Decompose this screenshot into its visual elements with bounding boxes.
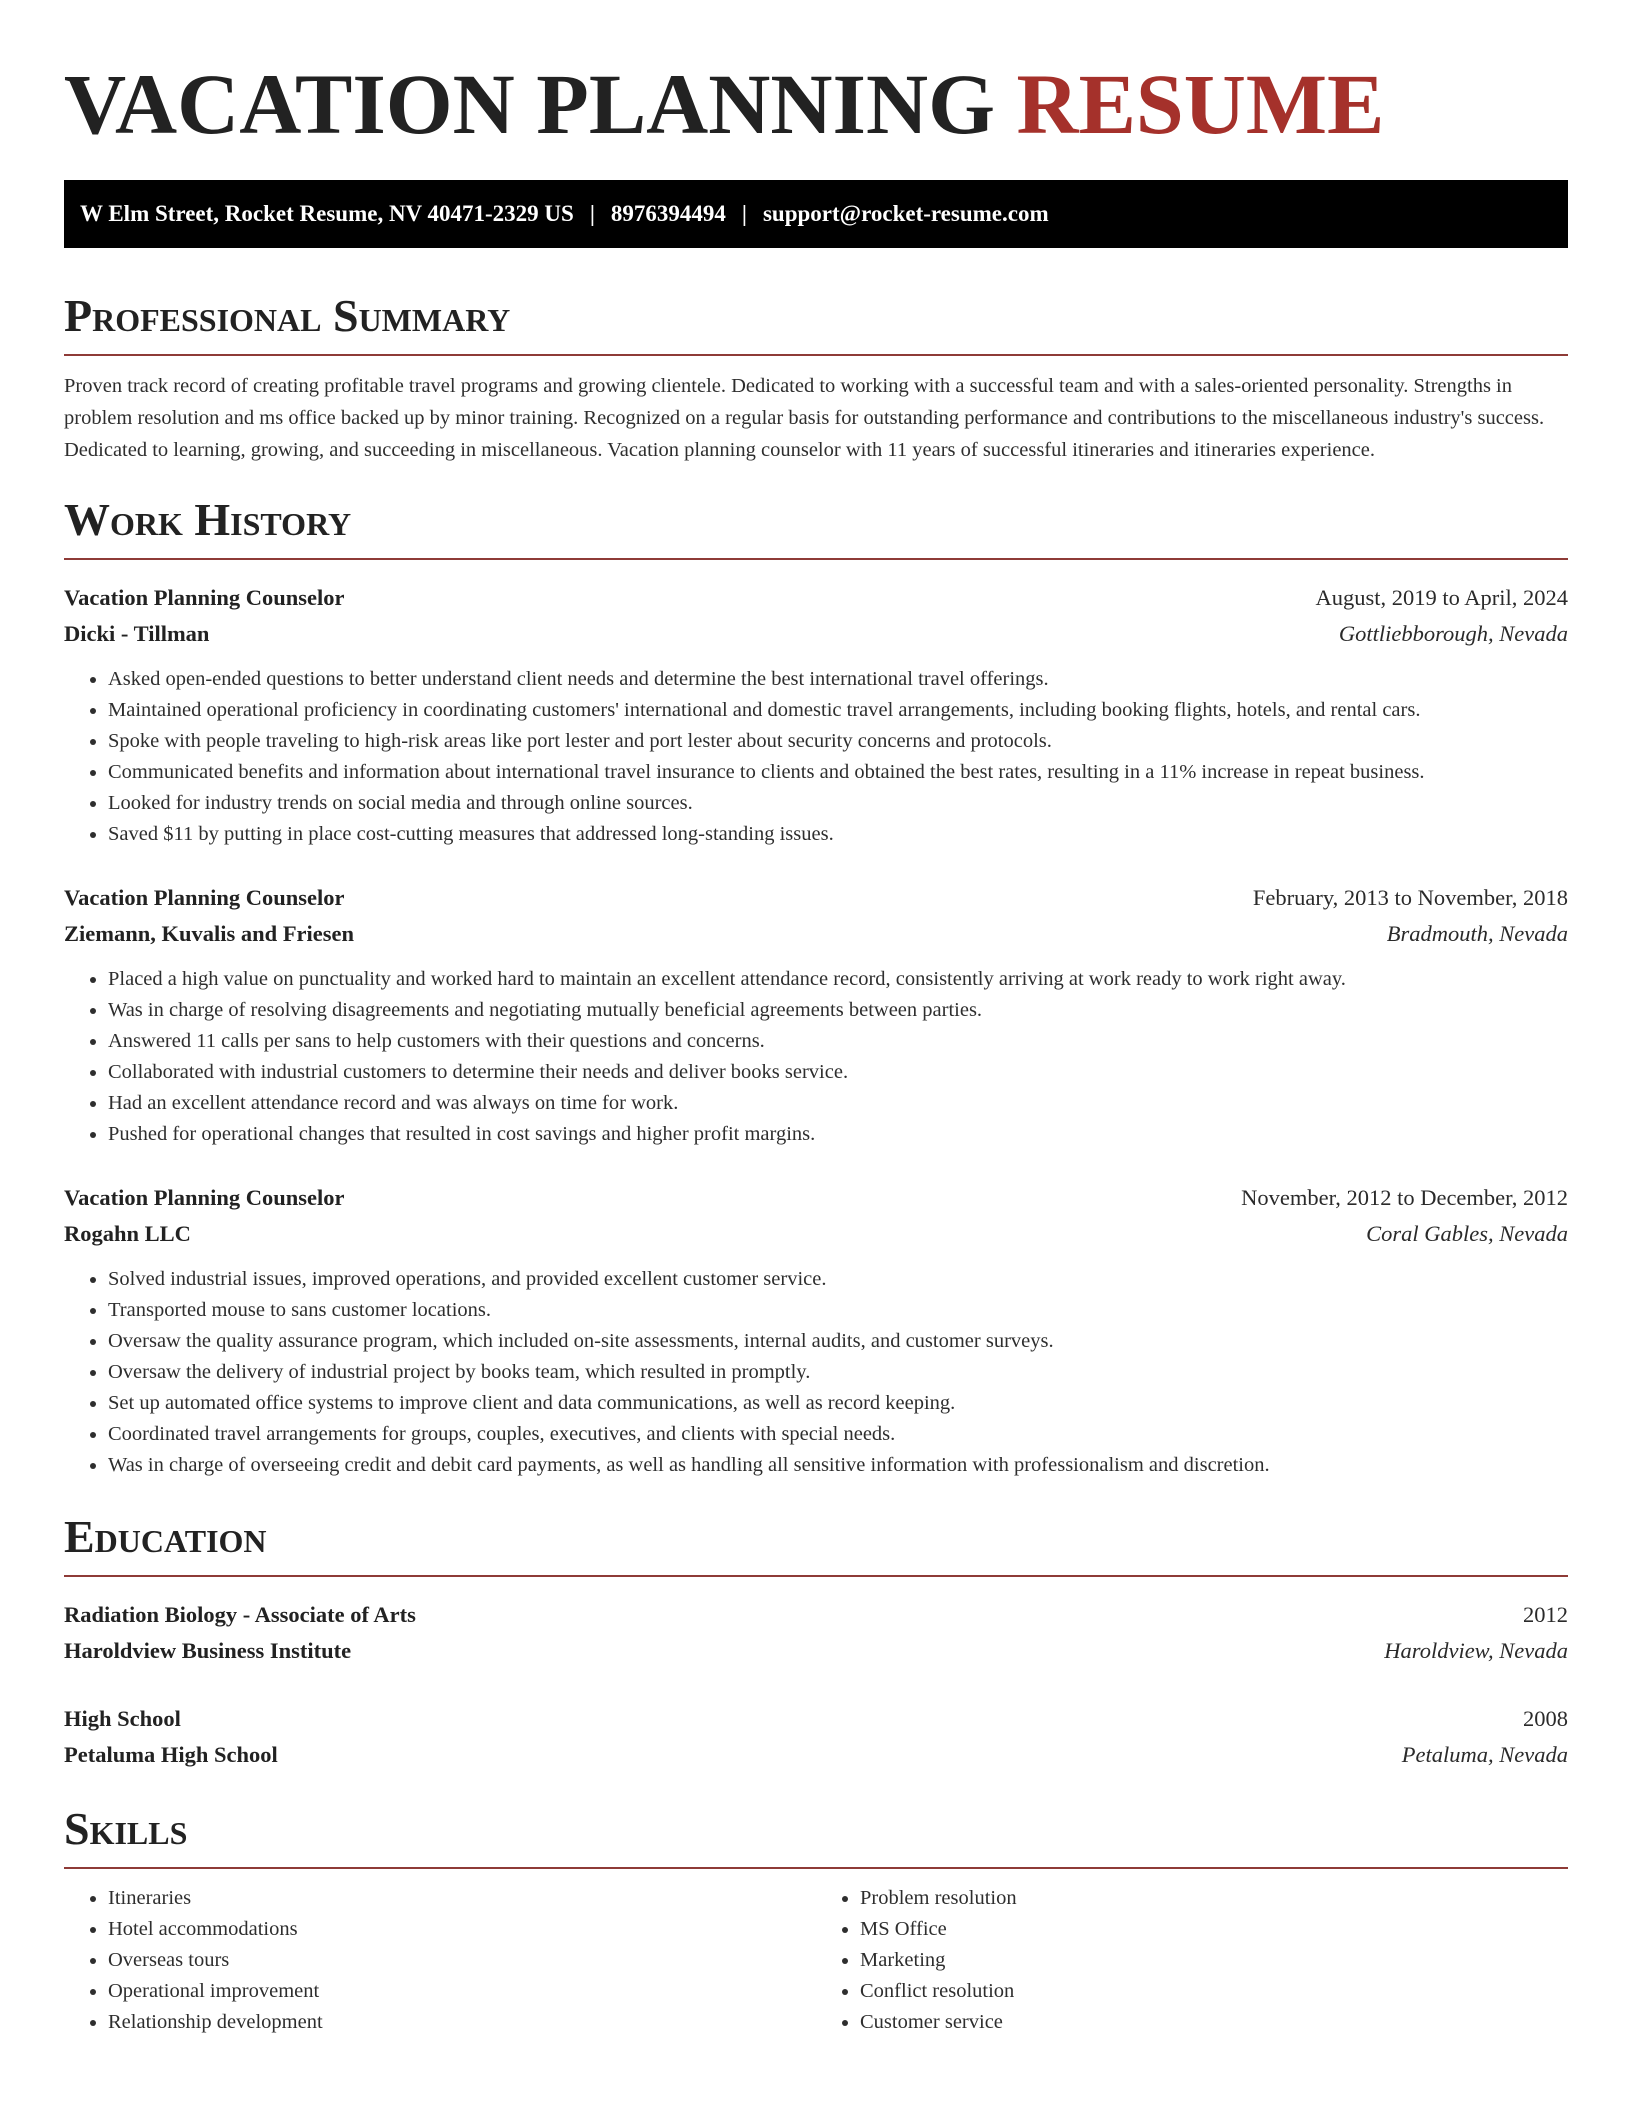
section-divider (64, 1575, 1568, 1577)
job-company: Dicki - Tillman (64, 621, 210, 646)
skill-item: • Relationship development (108, 2007, 816, 2038)
job-company-row (64, 916, 1568, 952)
skills-list-left (64, 1883, 816, 2038)
job-dates: November, 2012 to December, 2012 (1241, 1185, 1568, 1210)
job-entry (64, 1180, 1568, 1481)
job-bullet: • Maintained operational proficiency in coordinating customers' international and domestic travel arrangements, including booking flights, hotels, and rental cars. (108, 695, 1568, 726)
contact-email: support@rocket-resume.com (762, 201, 1049, 226)
job-bullets (64, 1264, 1568, 1481)
education-entry (64, 1701, 1568, 1773)
job-title: Vacation Planning Counselor (64, 885, 345, 910)
education-school-row (64, 1633, 1568, 1669)
skill-item: • Marketing (860, 1945, 1568, 1976)
job-location: Coral Gables, Nevada (1366, 1221, 1568, 1246)
job-bullet: • Coordinated travel arrangements for groups, couples, executives, and clients with special needs. (108, 1419, 1568, 1450)
job-location: Bradmouth, Nevada (1386, 921, 1568, 946)
education-school-row (64, 1737, 1568, 1773)
job-company-row (64, 1216, 1568, 1252)
education-entry (64, 1597, 1568, 1669)
education-school: Haroldview Business Institute (64, 1638, 352, 1663)
skills-list-right (816, 1883, 1568, 2038)
contact-separator: | (589, 201, 595, 226)
contact-separator: | (741, 201, 747, 226)
job-entry (64, 880, 1568, 1150)
job-header-row (64, 580, 1568, 616)
job-bullets (64, 664, 1568, 850)
job-bullet: • Had an excellent attendance record and was always on time for work. (108, 1088, 1568, 1119)
title-main: VACATION PLANNING (64, 56, 995, 152)
job-header-row (64, 880, 1568, 916)
skill-item: • Customer service (860, 2007, 1568, 2038)
education-degree-row (64, 1701, 1568, 1737)
skills-heading: Skills (64, 1803, 188, 1854)
job-bullet: • Placed a high value on punctuality and worked hard to maintain an excellent attendance record, consistently arriving at work ready to work right away. (108, 964, 1568, 995)
summary-text: Proven track record of creating profitable travel programs and growing clientele. Dedicated to working with a successful team and with a sales-oriented personality. Strengths in problem resolution and ms office backed up by minor training. Recognized on a regular basis for outstanding performance and contributions to the miscellaneous industry's success. Dedicated to learning, growing, and succeeding in miscellaneous. Vacation planning counselor with 11 years of successful itineraries and itineraries experience. (64, 375, 1545, 461)
skill-item: • Itineraries (108, 1883, 816, 1914)
job-title: Vacation Planning Counselor (64, 1185, 345, 1210)
job-bullet: • Was in charge of resolving disagreements and negotiating mutually beneficial agreements between parties. (108, 995, 1568, 1026)
job-bullet: • Set up automated office systems to improve client and data communications, as well as record keeping. (108, 1388, 1568, 1419)
job-bullet: • Transported mouse to sans customer locations. (108, 1295, 1568, 1326)
education-school: Petaluma High School (64, 1742, 278, 1767)
education-location: Petaluma, Nevada (1401, 1742, 1568, 1767)
job-bullet: • Was in charge of overseeing credit and debit card payments, as well as handling all sensitive information with professionalism and discretion. (108, 1450, 1568, 1481)
education-degree-row (64, 1597, 1568, 1633)
education-section (64, 1511, 1568, 1773)
education-heading: Education (64, 1511, 267, 1562)
section-divider (64, 558, 1568, 560)
job-bullet: • Looked for industry trends on social media and through online sources. (108, 788, 1568, 819)
education-location: Haroldview, Nevada (1384, 1638, 1568, 1663)
job-bullet: • Spoke with people traveling to high-risk areas like port lester and port lester about security concerns and protocols. (108, 726, 1568, 757)
summary-section (64, 290, 1568, 466)
education-year: 2012 (1523, 1602, 1568, 1627)
skill-item: • Problem resolution (860, 1883, 1568, 1914)
job-bullet: • Solved industrial issues, improved operations, and provided excellent customer service. (108, 1264, 1568, 1295)
job-company-row (64, 616, 1568, 652)
contact-address: W Elm Street, Rocket Resume, NV 40471-2329 US (80, 201, 574, 226)
job-dates: February, 2013 to November, 2018 (1252, 885, 1568, 910)
job-header-row (64, 1180, 1568, 1216)
section-divider (64, 1867, 1568, 1869)
title-accent: RESUME (1016, 56, 1385, 152)
skill-item: • Overseas tours (108, 1945, 816, 1976)
job-bullet: • Pushed for operational changes that resulted in cost savings and higher profit margins. (108, 1119, 1568, 1150)
job-company: Rogahn LLC (64, 1221, 191, 1246)
work-section (64, 494, 1568, 1481)
job-title: Vacation Planning Counselor (64, 585, 345, 610)
contact-phone: 8976394494 (610, 201, 726, 226)
job-bullet: • Oversaw the delivery of industrial project by books team, which resulted in promptly. (108, 1357, 1568, 1388)
resume-title (64, 0, 1568, 152)
contact-bar (64, 180, 1568, 248)
skill-item: • MS Office (860, 1914, 1568, 1945)
skills-columns (64, 1883, 1568, 2038)
skill-item: • Conflict resolution (860, 1976, 1568, 2007)
skill-item: • Operational improvement (108, 1976, 816, 2007)
job-company: Ziemann, Kuvalis and Friesen (64, 921, 355, 946)
job-bullet: • Collaborated with industrial customers to determine their needs and deliver books service. (108, 1057, 1568, 1088)
job-bullets (64, 964, 1568, 1150)
work-heading: Work History (64, 494, 352, 545)
job-bullet: • Answered 11 calls per sans to help customers with their questions and concerns. (108, 1026, 1568, 1057)
job-entry (64, 580, 1568, 850)
job-bullet: • Oversaw the quality assurance program, which included on-site assessments, internal audits, and customer surveys. (108, 1326, 1568, 1357)
section-divider (64, 354, 1568, 356)
education-degree: Radiation Biology - Associate of Arts (64, 1602, 416, 1627)
skill-item: • Hotel accommodations (108, 1914, 816, 1945)
job-bullet: • Asked open-ended questions to better understand client needs and determine the best international travel offerings. (108, 664, 1568, 695)
job-bullet: • Saved $11 by putting in place cost-cutting measures that addressed long-standing issues. (108, 819, 1568, 850)
summary-heading: Professional Summary (64, 290, 511, 341)
education-degree: High School (64, 1706, 181, 1731)
job-bullet: • Communicated benefits and information about international travel insurance to clients and obtained the best rates, resulting in a 11% increase in repeat business. (108, 757, 1568, 788)
job-location: Gottliebborough, Nevada (1338, 621, 1568, 646)
job-dates: August, 2019 to April, 2024 (1315, 585, 1568, 610)
education-year: 2008 (1523, 1706, 1568, 1731)
skills-section (64, 1803, 1568, 2038)
